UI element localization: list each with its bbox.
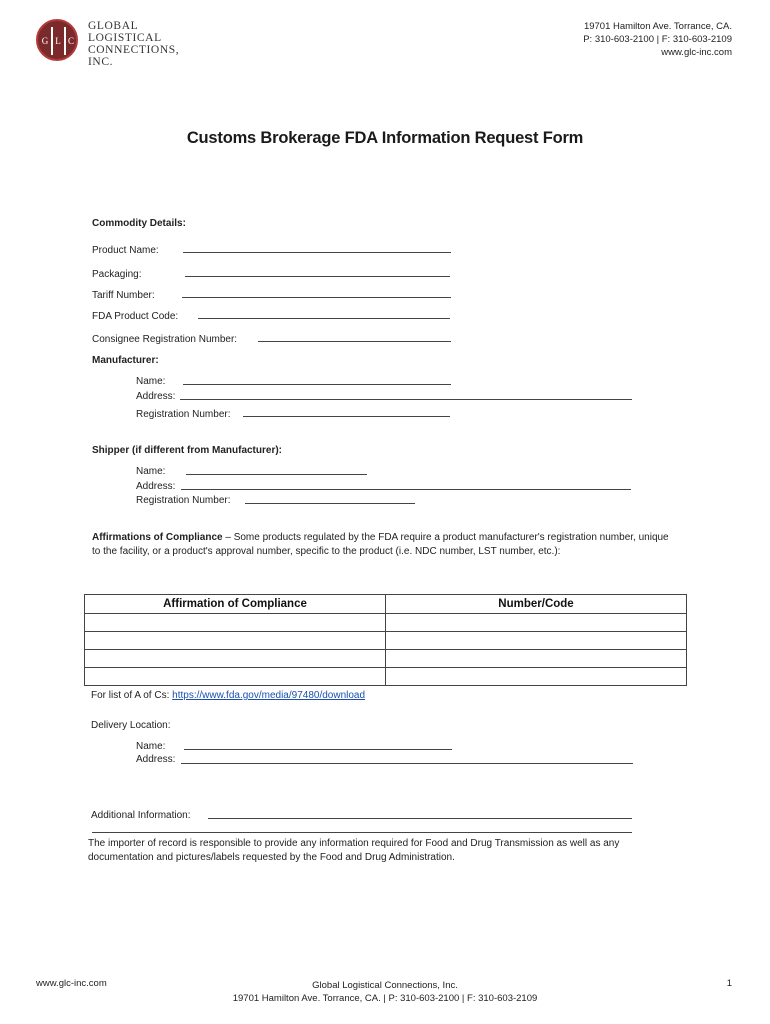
- delivery-name-label: Name:: [136, 741, 166, 752]
- tariff-number-field[interactable]: [182, 297, 451, 298]
- logo-line: CONNECTIONS, INC.: [88, 44, 180, 68]
- aoc-list-link[interactable]: https://www.fda.gov/media/97480/download: [172, 690, 366, 701]
- importer-note: The importer of record is responsible to provide any information required for Food and Drug Transmission as well as any documentation and pictures/labels requested by the Food and Drug Administration.: [88, 838, 620, 863]
- number-code-cell[interactable]: [386, 614, 687, 632]
- shipper-name-label: Name:: [136, 466, 166, 477]
- logo-seal-icon: [36, 19, 78, 61]
- manufacturer-name-label: Name:: [136, 376, 166, 387]
- footer-company-name: Global Logistical Connections, Inc.: [312, 980, 458, 991]
- logo-wordmark: [88, 20, 206, 68]
- fda-product-code-field[interactable]: [198, 318, 450, 319]
- logo-letter-g: G: [41, 36, 49, 46]
- shipper-registration-field[interactable]: [245, 503, 415, 504]
- packaging-field[interactable]: [185, 276, 450, 277]
- additional-info-label: Additional Information:: [91, 810, 191, 821]
- shipper-registration-label: Registration Number:: [136, 495, 231, 506]
- affirmation-cell[interactable]: [85, 650, 386, 668]
- table-row: [85, 632, 687, 650]
- delivery-name-field[interactable]: [184, 749, 452, 750]
- number-code-cell[interactable]: [386, 650, 687, 668]
- number-code-column-header: Number/Code: [386, 595, 687, 614]
- affirmation-column-header: Affirmation of Compliance: [85, 595, 386, 614]
- aoc-list-line: [91, 690, 365, 701]
- header-phone-fax: P: 310-603-2100 | F: 310-603-2109: [583, 34, 732, 45]
- product-name-field[interactable]: [183, 252, 451, 253]
- header-address: [583, 20, 732, 59]
- number-code-cell[interactable]: [386, 668, 687, 686]
- consignee-registration-label: Consignee Registration Number:: [92, 334, 238, 345]
- manufacturer-address-label: Address:: [136, 391, 176, 402]
- footer-company: [0, 979, 770, 1005]
- number-code-cell[interactable]: [386, 632, 687, 650]
- shipper-address-field[interactable]: [181, 489, 631, 490]
- additional-info-field[interactable]: [208, 818, 632, 819]
- manufacturer-registration-field[interactable]: [243, 416, 450, 417]
- footer-website: www.glc-inc.com: [36, 978, 107, 989]
- shipper-address-label: Address:: [136, 481, 176, 492]
- table-header-row: [85, 595, 687, 614]
- logo-line: LOGISTICAL: [88, 32, 162, 44]
- affirmations-lead: Affirmations of Compliance: [92, 532, 223, 543]
- tariff-number-label: Tariff Number:: [92, 290, 155, 301]
- company-logo: [36, 19, 206, 68]
- footer-company-address: 19701 Hamilton Ave. Torrance, CA. | P: 310-603-2100 | F: 310-603-2109: [232, 993, 538, 1004]
- shipper-heading: Shipper (if different from Manufacturer):: [92, 445, 283, 456]
- manufacturer-registration-label: Registration Number:: [136, 409, 231, 420]
- packaging-label: Packaging:: [92, 269, 142, 280]
- logo-line: GLOBAL: [88, 20, 139, 32]
- table-row: [85, 650, 687, 668]
- header-street: 19701 Hamilton Ave. Torrance, CA.: [583, 21, 732, 32]
- affirmation-table: [84, 594, 687, 686]
- additional-info-field-line-2[interactable]: [92, 832, 632, 833]
- delivery-address-field[interactable]: [181, 763, 633, 764]
- manufacturer-name-field[interactable]: [183, 384, 451, 385]
- affirmation-cell[interactable]: [85, 668, 386, 686]
- commodity-heading: Commodity Details:: [92, 218, 186, 229]
- table-row: [85, 668, 687, 686]
- aoc-list-label: For list of A of Cs:: [91, 690, 173, 701]
- affirmations-text: – Some products regulated by the FDA require a product manufacturer's registration number, unique to the facility, or a product's approval number, specific to the product (i.e. NDC number, LST number, etc.):: [92, 532, 669, 557]
- page-title: Customs Brokerage FDA Information Request Form: [186, 129, 584, 147]
- manufacturer-address-field[interactable]: [180, 399, 632, 400]
- logo-letter-l: L: [55, 36, 61, 46]
- shipper-name-field[interactable]: [186, 474, 367, 475]
- affirmation-cell[interactable]: [85, 614, 386, 632]
- delivery-heading: Delivery Location:: [91, 720, 171, 731]
- page-number: 1: [726, 978, 732, 989]
- delivery-address-label: Address:: [136, 754, 176, 765]
- table-row: [85, 614, 687, 632]
- consignee-registration-field[interactable]: [258, 341, 451, 342]
- affirmation-cell[interactable]: [85, 632, 386, 650]
- product-name-label: Product Name:: [92, 245, 159, 256]
- manufacturer-heading: Manufacturer:: [92, 355, 159, 366]
- affirmations-paragraph: [92, 531, 672, 558]
- logo-letter-c: C: [67, 36, 74, 46]
- header-website: www.glc-inc.com: [661, 47, 732, 58]
- fda-product-code-label: FDA Product Code:: [92, 311, 179, 322]
